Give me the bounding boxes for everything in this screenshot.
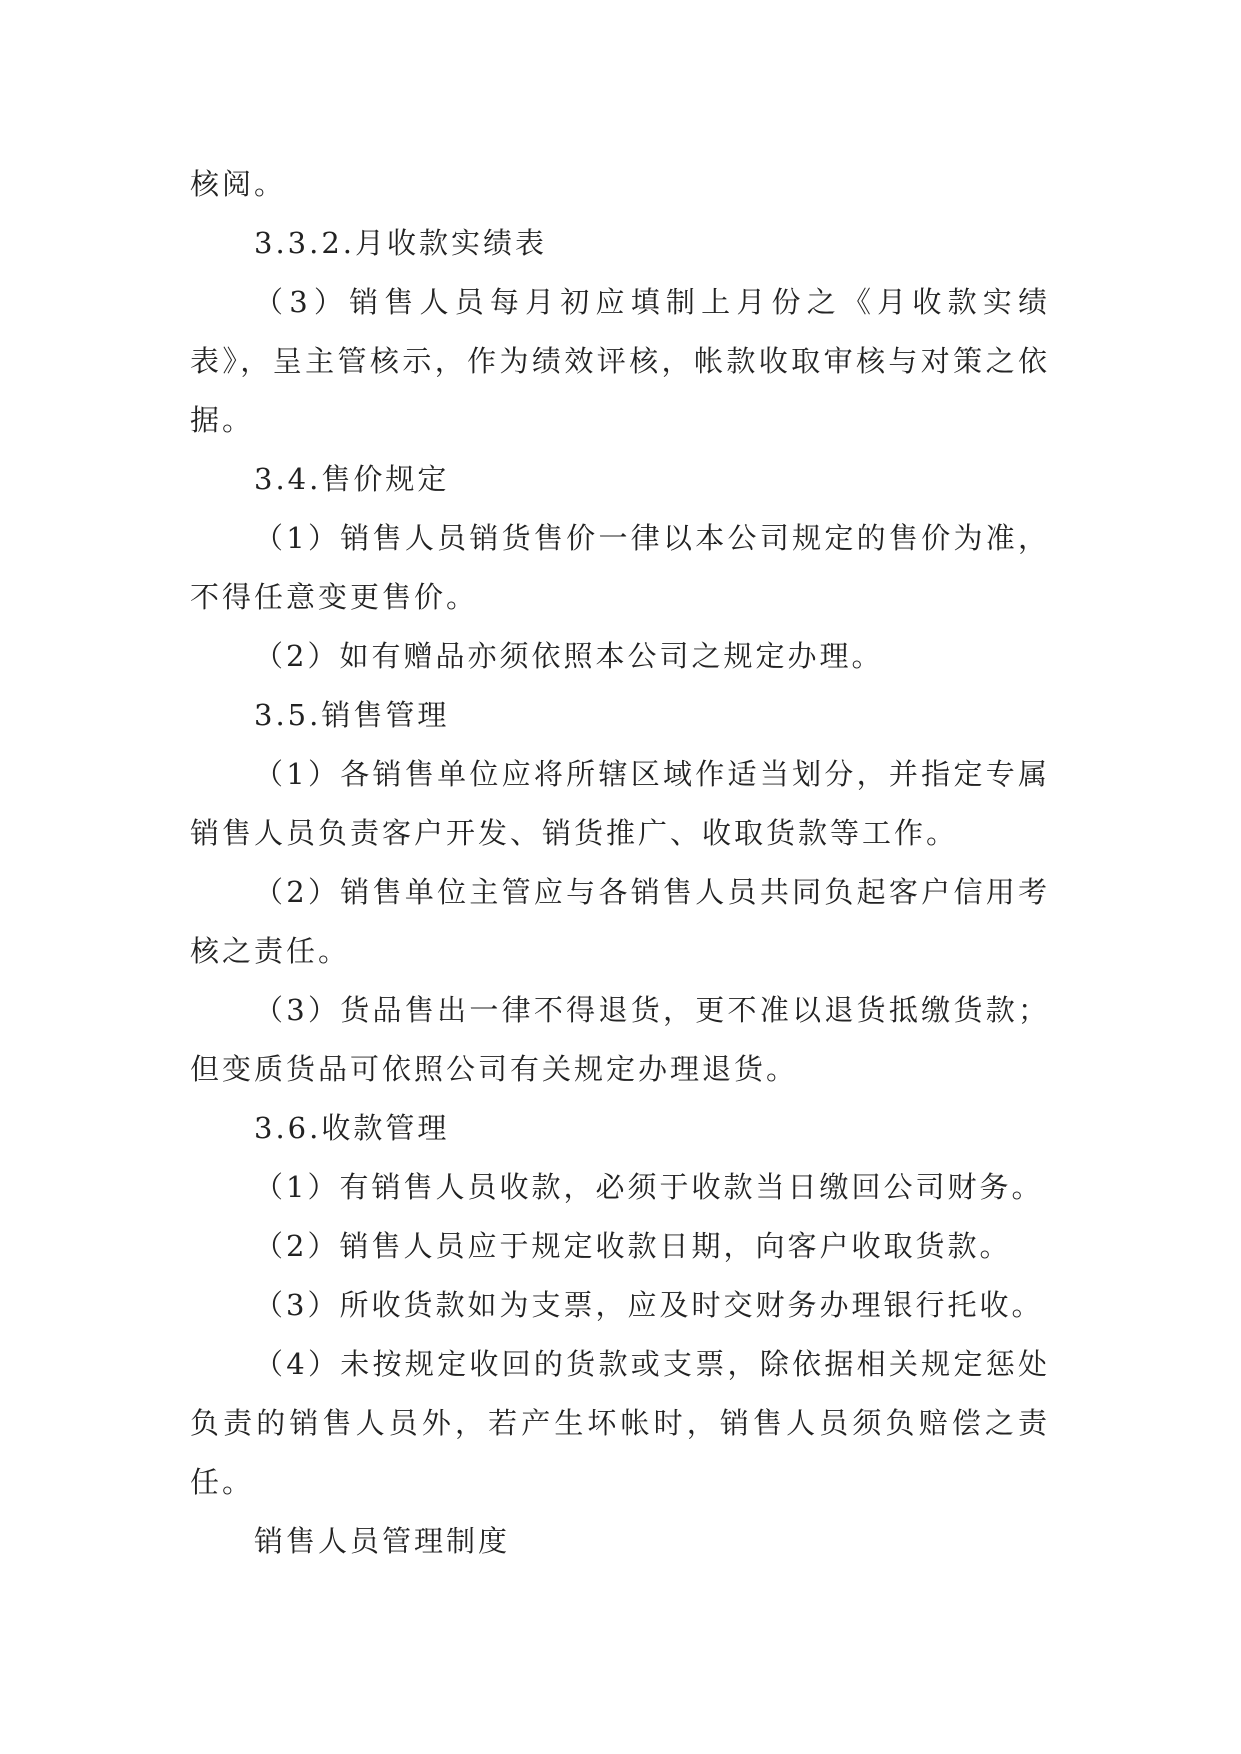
paragraph-continuation: 核阅。 [190, 167, 287, 201]
document-footer-title: 销售人员管理制度 [254, 1524, 511, 1558]
paragraph-sales-mgmt-3: （3）货品售出一律不得退货，更不准以退货抵缴货款；但变质货品可依照公司有关规定办理退货。 [190, 993, 1050, 1086]
paragraph-monthly-report: （3）销售人员每月初应填制上月份之《月收款实绩表》，呈主管核示，作为绩效评核，帐款收取审核与对策之依据。 [190, 285, 1050, 437]
paragraph-price-rule-2: （2）如有赠品亦须依照本公司之规定办理。 [254, 639, 884, 673]
document-body [190, 155, 1050, 1571]
section-heading-3-4: 3.4.售价规定 [254, 462, 450, 496]
section-heading-3-6: 3.6.收款管理 [254, 1111, 450, 1145]
paragraph-price-rule-1: （1）销售人员销货售价一律以本公司规定的售价为准，不得任意变更售价。 [190, 521, 1050, 614]
paragraph-collection-3: （3）所收货款如为支票，应及时交财务办理银行托收。 [254, 1288, 1044, 1322]
paragraph-collection-2: （2）销售人员应于规定收款日期，向客户收取货款。 [254, 1229, 1012, 1263]
paragraph-sales-mgmt-2: （2）销售单位主管应与各销售人员共同负起客户信用考核之责任。 [190, 875, 1050, 968]
section-heading-3-3-2: 3.3.2.月收款实绩表 [254, 226, 548, 260]
section-heading-3-5: 3.5.销售管理 [254, 698, 450, 732]
paragraph-collection-4: （4）未按规定收回的货款或支票，除依据相关规定惩处负责的销售人员外，若产生坏帐时，销售人员须负赔偿之责任。 [190, 1347, 1050, 1499]
paragraph-sales-mgmt-1: （1）各销售单位应将所辖区域作适当划分，并指定专属销售人员负责客户开发、销货推广、收取货款等工作。 [190, 757, 1050, 850]
paragraph-collection-1: （1）有销售人员收款，必须于收款当日缴回公司财务。 [254, 1170, 1044, 1204]
